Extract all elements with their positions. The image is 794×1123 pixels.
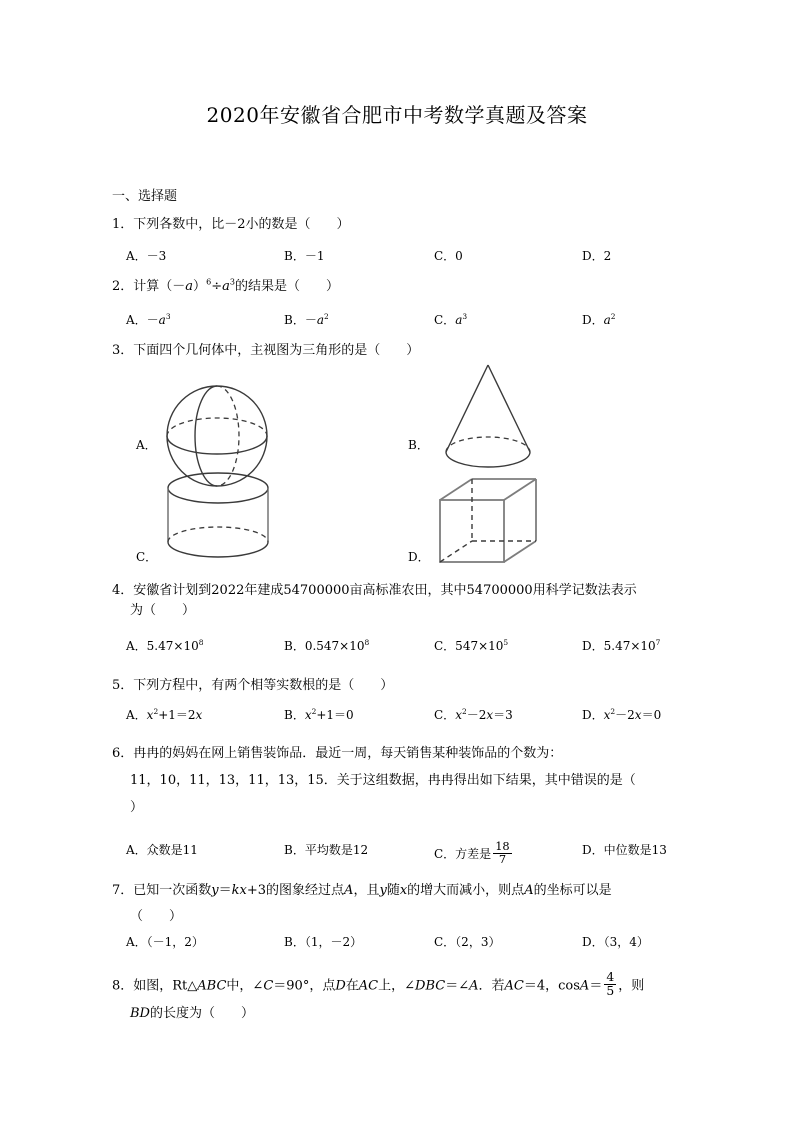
question-1-text: 1．下列各数中，比－2小的数是（ ） xyxy=(112,217,350,232)
question-1-options xyxy=(126,247,702,264)
section-heading: 一、选择题 xyxy=(112,189,178,204)
question-8-text: 8．如图，Rt△ABC中，∠C＝90°，点D在AC上，∠DBC＝∠A．若AC＝4，cosA＝ $\frac{4}{5}$ ，则 BD的长度为（ ） xyxy=(112,970,645,1021)
option-2-b[interactable]: B．$-a^2$ xyxy=(284,312,329,327)
question-6-text: 6．冉冉的妈妈在网上销售装饰品．最近一周，每天销售某种装饰品的个数为： 11，10，11，13，11，13，15．关于这组数据，冉冉得出如下结果，其中错误的是（ ） xyxy=(112,746,636,815)
question-2-options xyxy=(126,311,702,328)
variance-fraction: $\frac{18}{7}$ xyxy=(495,839,510,866)
option-2-c[interactable]: C．$a^3$ xyxy=(434,312,468,327)
q2-paren: ） xyxy=(193,279,207,294)
cube-shape xyxy=(436,474,540,568)
cos-fraction: $\frac{4}{5}$ xyxy=(606,970,615,998)
q2-var-a: a xyxy=(185,279,194,294)
option-4-a[interactable]: A．$5.47\times 10^8$ xyxy=(126,638,204,653)
cylinder-shape xyxy=(160,470,276,568)
option-2-a[interactable]: A．$-a^3$ xyxy=(126,312,171,327)
question-4-text: 4．安徽省计划到2022年建成54700000亩高标准农田，其中54700000用科学记数法表示 为（ ） xyxy=(112,583,637,618)
option-4-c[interactable]: C．$547\times 10^5$ xyxy=(434,638,509,653)
option-6-a[interactable]: A．众数是11 xyxy=(126,843,198,857)
question-3-text: 3．下面四个几何体中，主视图为三角形的是（ ） xyxy=(112,343,420,358)
page-title: 2020年安徽省合肥市中考数学真题及答案 xyxy=(206,103,588,127)
option-6-d[interactable]: D．中位数是13 xyxy=(582,843,667,857)
question-3-figures: A． B． C． D． xyxy=(112,358,684,570)
option-7-a[interactable]: A．（－1，2） xyxy=(126,935,204,949)
cone-shape xyxy=(428,360,548,472)
question-6-options xyxy=(126,841,702,866)
option-4-d[interactable]: D．$5.47\times 10^7$ xyxy=(582,638,661,653)
option-2-d[interactable]: D．$a^2$ xyxy=(582,312,616,327)
q2-prefix: 2．计算（－ xyxy=(112,279,186,294)
option-5-a[interactable]: A．$x^2+1=2x$ xyxy=(126,707,203,722)
option-6-c[interactable]: C．方差是 $\frac{18}{7}$ xyxy=(434,839,510,866)
option-7-c[interactable]: C．（2，3） xyxy=(434,935,501,949)
q2-exponent-3: 3 xyxy=(229,277,235,287)
q2-exponent-6: 6 xyxy=(206,277,212,287)
option-5-d[interactable]: D．$x^2-2x=0$ xyxy=(582,707,662,722)
q2-suffix: 的结果是（ ） xyxy=(234,279,339,294)
option-7-b[interactable]: B．（1，－2） xyxy=(284,935,363,949)
q2-divide-sign: ÷ xyxy=(211,279,223,294)
option-4-b[interactable]: B．$0.547\times 10^8$ xyxy=(284,638,370,653)
question-4-options xyxy=(126,637,702,654)
option-7-d[interactable]: D．（3，4） xyxy=(582,935,649,949)
option-1-c[interactable]: C．0 xyxy=(434,249,463,263)
question-5-options xyxy=(126,706,702,723)
option-5-c[interactable]: C．$x^2-2x=3$ xyxy=(434,707,513,722)
question-2-text xyxy=(112,277,684,297)
option-1-a[interactable]: A．－3 xyxy=(126,249,167,263)
option-1-d[interactable]: D．2 xyxy=(582,249,612,263)
option-6-b[interactable]: B．平均数是12 xyxy=(284,843,369,857)
question-5-text: 5．下列方程中，有两个相等实数根的是（ ） xyxy=(112,678,394,693)
q2-var-a2: a xyxy=(222,279,230,294)
option-5-b[interactable]: B．$x^2+1=0$ xyxy=(284,707,354,722)
option-1-b[interactable]: B．－1 xyxy=(284,249,325,263)
question-7-text: 7．已知一次函数y＝kx+3的图象经过点A，且y随x的增大而减小，则点A的坐标可以是 （ ） xyxy=(112,883,612,924)
question-7-options xyxy=(126,933,702,950)
